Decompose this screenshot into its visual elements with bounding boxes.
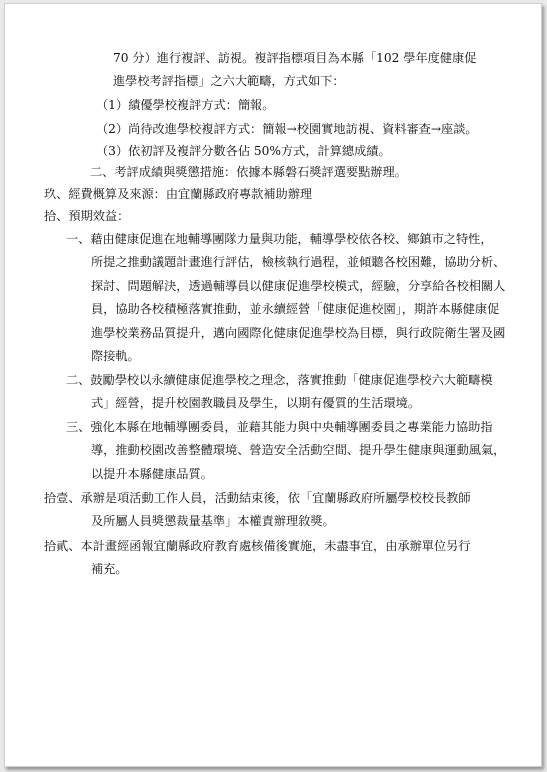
text-line: 70 分）進行複評、訪視。複評指標項目為本縣「102 學年度健康促 (113, 51, 477, 65)
section-heading: 拾、預期效益： (44, 209, 130, 223)
text-line: 進學校業務品質提升，邁向國際化健康促進學校為目標，與行政院衛生署及國 (91, 326, 506, 340)
section-heading: 二、考評成績與獎懲措施：依據本縣磐石獎評選要點辦理。 (90, 165, 407, 179)
section-heading: 拾壹、承辦是項活動工作人員，活動結束後，依「宜蘭縣政府所屬學校校長教師 (44, 491, 471, 505)
text-line: 式」經營，提升校園教職員及學生，以期有優質的生活環境。 (91, 396, 421, 410)
text-line: 以提升本縣健康品質。 (91, 467, 213, 481)
text-line: 所提之推動議題計畫進行評估，檢核執行過程，並傾聽各校困難，協助分析、 (91, 255, 506, 269)
list-item: （2）尚待改進學校複評方式：簡報→校園實地訪視、資料審查→座談。 (96, 122, 478, 136)
text-line: 及所屬人員獎懲裁量基準」本權責辦理敘獎。 (91, 514, 335, 528)
text-line: 導，推動校園改善整體環境、營造安全活動空間、提升學生健康與運動風氣， (91, 443, 506, 457)
list-item: 三、強化本縣在地輔導團委員，並藉其能力與中央輔導團委員之專業能力協助指 (66, 420, 493, 434)
text-line: 補充。 (91, 562, 128, 576)
list-item: 二、鼓勵學校以永續健康促進學校之理念，落實推動「健康促進學校六大範疇模 (66, 373, 493, 387)
section-heading: 拾貳、本計畫經函報宜蘭縣政府教育處核備後實施，未盡事宜，由承辦單位另行 (44, 539, 471, 553)
list-item: （1）績優學校複評方式：簡報。 (96, 98, 275, 112)
text-line: 員，協助各校積極落實推動，並永續經營「健康促進校園」，期許本縣健康促 (91, 302, 500, 316)
text-line: 探討、問題解決，透過輔導員以健康促進學校模式，經驗，分享給各校相關人 (91, 279, 506, 293)
text-line: 際接軌。 (91, 349, 140, 363)
text-line: 進學校考評指標」之六大範疇，方式如下： (113, 74, 345, 88)
list-item: （3）依初評及複評分數各佔 50%方式，計算總成績。 (96, 144, 391, 158)
section-heading: 玖、經費概算及來源：由宜蘭縣政府專款補助辦理 (44, 187, 313, 201)
list-item: 一、藉由健康促進在地輔導團隊力量與功能，輔導學校依各校、鄉鎮市之特性， (66, 232, 493, 246)
